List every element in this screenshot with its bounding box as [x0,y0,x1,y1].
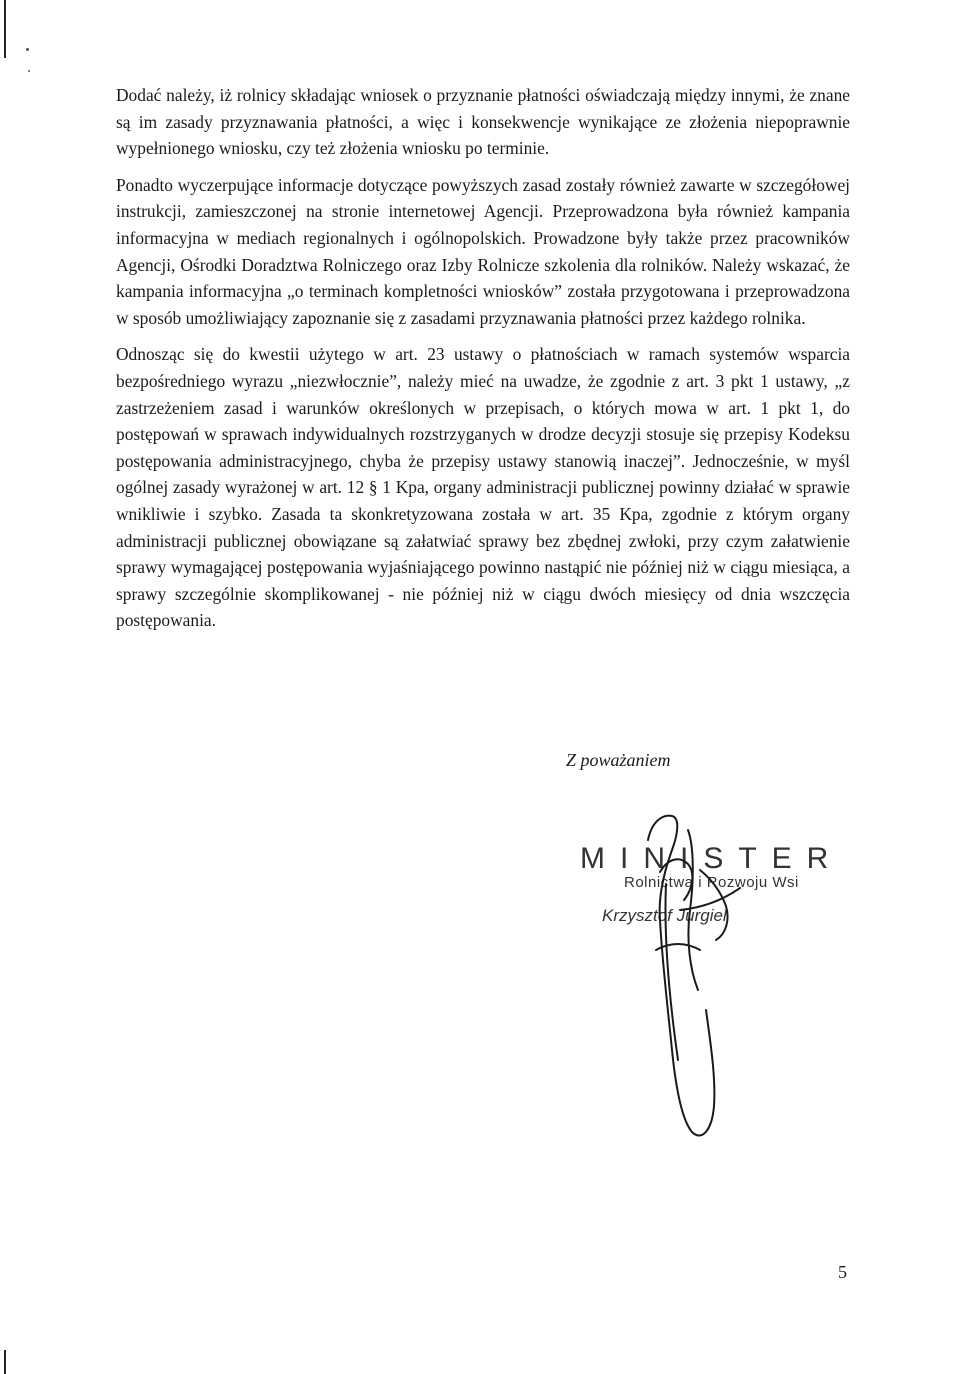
stamp-name: Krzysztof Jurgiel [602,906,727,925]
stamp-ministry: Rolnictwa i Rozwoju Wsi [624,874,799,891]
scan-edge-mark-top [4,0,6,58]
scan-speck [26,48,29,51]
paragraph-2: Ponadto wyczerpujące informacje dotyczące powyższych zasad zostały również zawarte w szczegółowej instrukcji, zamieszczonej na stronie internetowej Agencji. Przeprowadzona była również kampania informacyjna w mediach regionalnych i ogólnopolskich. Prowadzone były także przez pracowników Agencji, Ośrodki Doradztwa Rolniczego oraz Izby Rolnicze szkolenia dla rolników. Należy wskazać, że kampania informacyjna „o terminach kompletności wniosków” została przygotowana i przeprowadzona w sposób umożliwiający zapoznanie się z zasadami przyznawania płatności przez każdego rolnika. [116,174,850,328]
scan-edge-mark-bottom [4,1350,6,1374]
letter-body [116,82,850,644]
closing-salutation: Z poważaniem [566,750,671,770]
official-stamp [560,810,844,1140]
handwritten-signature [560,810,820,1140]
paragraph-3: Odnosząc się do kwestii użytego w art. 23 ustawy o płatnościach w ramach systemów wsparcia bezpośredniego wyrazu „niezwłocznie”, należy mieć na uwadze, że zgodnie z art. 3 pkt 1 ustawy, „z zastrzeżeniem zasad i warunków określonych w przepisach, o których mowa w art. 1 pkt 1, do postępowań w sprawach indywidualnych rozstrzyganych w drodze decyzji stosuje się przepisy Kodeksu postępowania administracyjnego, chyba że przepisy ustawy stanowią inaczej”. Jednocześnie, w myśl ogólnej zasady wyrażonej w art. 12 § 1 Kpa, organy administracji publicznej powinny działać w sprawie wnikliwie i szybko. Zasada ta skonkretyzowana została w art. 35 Kpa, zgodnie z którym organy administracji publicznej obowiązane są załatwiać sprawy bez zbędnej zwłoki, przy czym załatwienie sprawy wymagającej postępowania wyjaśniającego powinno nastąpić nie później niż w ciągu miesiąca, a sprawy szczególnie skomplikowanej - nie później niż w ciągu dwóch miesięcy od dnia wszczęcia postępowania. [116,344,850,631]
stamp-title: MINISTER [580,842,844,875]
page-number: 5 [838,1262,847,1282]
scan-speck [28,70,30,72]
paragraph-1: Dodać należy, iż rolnicy składając wniosek o przyznanie płatności oświadczają między innymi, że znane są im zasady przyznawania płatności, a więc i konsekwencje wynikające ze złożenia niepoprawnie wypełnionego wniosku, czy też złożenia wniosku po terminie. [116,85,850,159]
